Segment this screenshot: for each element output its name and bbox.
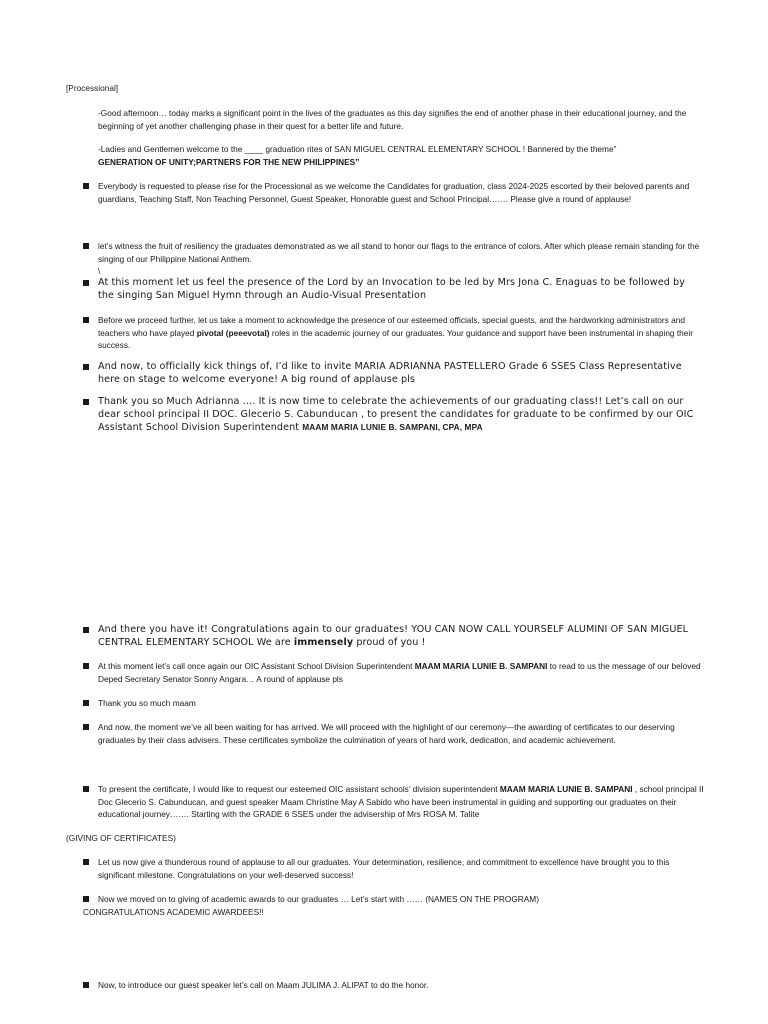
message-text-b: to read to us the message of our beloved Deped Secretary Senator Sonny Angara… A round of applause pls <box>98 661 701 684</box>
item-welcome-invite: And now, to officially kick things of, I’d like to invite MARIA ADRIANNA PASTELLERO Grade 6 SSES Class Representative here on stage to welcome everyone! A big round of applause pls <box>98 361 682 385</box>
bullet-marker <box>83 243 89 249</box>
bullet-marker <box>83 786 89 792</box>
item-colors: let’s witness the fruit of resiliency the graduates demonstrated as we all stand to honor our flags to the entrance of colors. After which please remain standing for the singing of our Philippine National Anthem. <box>98 241 700 264</box>
candidates-text: Thank you so Much Adrianna …. It is now time to celebrate the achievements of our graduating class!! Let’s call on our dear school principal II DOC. Glecerio S. Cabunducan , to present the candidates for graduate to be confirmed by our OIC Assistant School Division Superintendent <box>98 396 694 433</box>
alumni-bold: immensely <box>293 636 354 648</box>
candidates-bold: MAAM MARIA LUNIE B. SAMPANI, CPA, MPA <box>302 422 483 432</box>
intro-theme-text: GENERATION OF UNITY;PARTNERS FOR THE NEW PHILIPPINES” <box>98 156 360 167</box>
acknowledge-text-b: roles in the academic journey of our graduates. Your guidance and support have been instrumental in shaping their success. <box>98 327 693 350</box>
acknowledge-text-a: Before we proceed further, let us take a moment to acknowledge the presence of our esteemed officials, special guests, and the hardworking administrators and teachers who have played <box>98 315 685 338</box>
message-bold: MAAM MARIA LUNIE B. SAMPANI <box>414 661 548 671</box>
item-present-certificate <box>98 783 704 821</box>
bullet-marker <box>83 399 89 405</box>
bullet-marker <box>83 700 89 706</box>
processional-label: [Processional] <box>66 83 119 93</box>
item-invocation: At this moment let us feel the presence of the Lord by an Invocation to be led by Mrs Jona C. Enaguas to be followed by the singing San Miguel Hymn through an Audio-Visual Presentation <box>98 277 686 301</box>
intro-welcome-text: -Ladies and Gentlemen welcome to the ____ graduation rites of SAN MIGUEL CENTRAL ELEMENTARY SCHOOL ! Bannered by the theme” <box>98 144 617 154</box>
bullet-marker <box>83 280 89 286</box>
giving-label: (GIVING OF CERTIFICATES) <box>66 833 176 843</box>
present-bold: MAAM MARIA LUNIE B. SAMPANI <box>499 784 633 794</box>
bullet-marker <box>83 183 89 189</box>
item-academic-awards: Now we moved on to giving of academic awards to our graduates … Let’s start with …… (NAMES ON THE PROGRAM) <box>98 894 539 904</box>
intro-paragraph-2 <box>98 143 704 168</box>
bullet-marker <box>83 896 89 902</box>
item-certificates: And now, the moment we’ve all been waiting for has arrived. We will proceed with the highlight of our ceremony—the awarding of certificates to our deserving graduates by their class advisers. These certificates symbolize the culmination of years of hard work, dedication, and academic achievement. <box>98 722 675 745</box>
alumni-text-b: proud of you ! <box>353 636 426 648</box>
present-text-a: To present the certificate, I would like to request our esteemed OIC assistant schools’ division superintendent <box>98 784 500 794</box>
item-processional: Everybody is requested to please rise for the Processional as we welcome the Candidates for graduation, class 2024-2025 escorted by their beloved parents and guardians, Teaching Staff, Non Teaching Personnel, Guest Speaker, Honorable guest and School Principal……. Please give a round of applause! <box>98 181 690 204</box>
bullet-marker <box>83 317 89 323</box>
item-acknowledge <box>98 314 704 352</box>
item-alumni <box>98 624 704 649</box>
acknowledge-bold: pivotal (peeevotal) <box>196 327 270 338</box>
bullet-marker <box>83 724 89 730</box>
intro-paragraph-1: -Good afternoon… today marks a significant point in the lives of the graduates as this day signifies the end of another phase in their educational journey, and the beginning of yet another challenging phase in their quest for a better life and future. <box>98 108 687 131</box>
stray-backslash: \ <box>98 266 101 276</box>
item-candidates <box>98 396 704 435</box>
bullet-marker <box>83 982 89 988</box>
item-guest-speaker: Now, to introduce our guest speaker let’s call on Maam JULIMA J. ALIPAT to do the honor. <box>98 980 429 990</box>
awardees-line: CONGRATULATIONS ACADEMIC AWARDEES!! <box>83 907 264 917</box>
bullet-marker <box>83 364 89 370</box>
bullet-marker <box>83 627 89 633</box>
bullet-marker <box>83 663 89 669</box>
message-text-a: At this moment let’s call once again our OIC Assistant School Division Superintendent <box>98 661 415 671</box>
present-text-b: , school principal II Doc Glecerio S. Cabunducan, and guest speaker Maam Christine May A Sabido who have been instrumental in guiding and supporting our graduates on their educational journey……. Starting with the GRADE 6 SSES under the advisership of Mrs ROSA M. Talite <box>98 784 704 819</box>
bullet-marker <box>83 859 89 865</box>
alumni-text-a: And there you have it! Congratulations again to our graduates! YOU CAN NOW CALL YOURSELF ALUMINI OF SAN MIGUEL CENTRAL ELEMENTARY SCHOOL We are <box>98 624 689 648</box>
item-thank-you: Thank you so much maam <box>98 698 196 708</box>
item-message <box>98 660 704 685</box>
item-applause: Let us now give a thunderous round of applause to all our graduates. Your determination, resilience, and commitment to excellence have brought you to this significant milestone. Congratulations on your well-deserved success! <box>98 857 670 880</box>
